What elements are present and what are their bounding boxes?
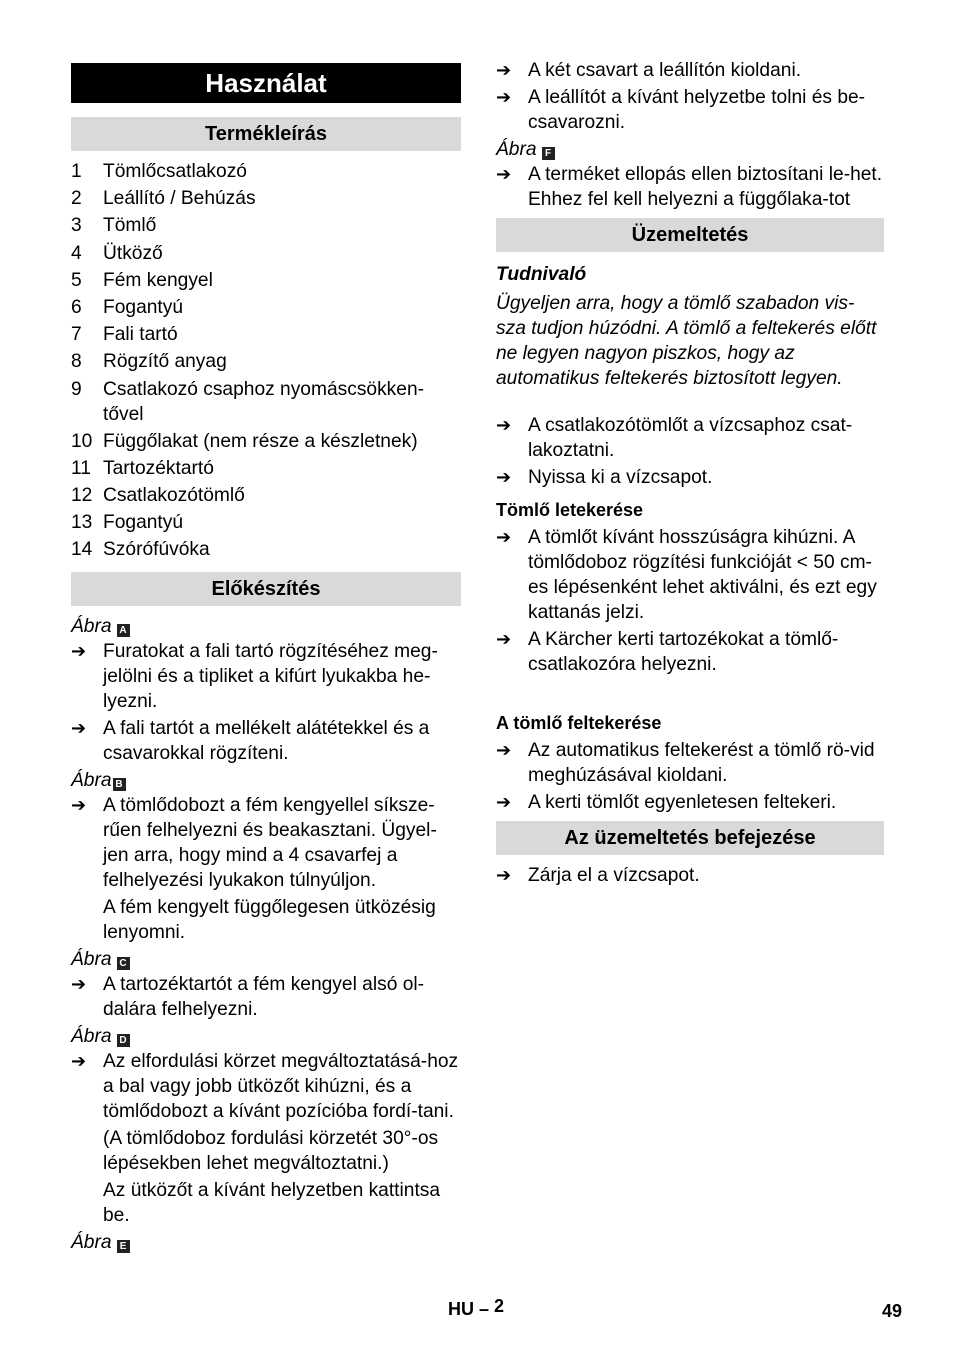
- figure-f-icon: F: [542, 147, 555, 160]
- item-number: 2: [71, 188, 82, 210]
- item-number: 3: [71, 215, 82, 237]
- arrow-right-icon: ➔: [71, 974, 87, 995]
- arrow-right-icon: ➔: [496, 60, 512, 80]
- figure-ref-f: Ábra F: [496, 137, 884, 162]
- arrow-right-icon: ➔: [71, 1051, 87, 1072]
- arrow-right-icon: ➔: [496, 865, 512, 885]
- item-text: Fém kengyel: [103, 269, 213, 291]
- list-item: [71, 241, 461, 266]
- list-item: ➔ A tartozéktartót a fém kengyel alsó ol-dalára felhelyezni.: [71, 974, 425, 1021]
- item-number: 12: [71, 485, 93, 507]
- list-item: ➔ A kerti tömlőt egyenletesen feltekeri.: [496, 792, 837, 813]
- arrow-right-icon: ➔: [496, 164, 512, 184]
- item-number: 8: [71, 351, 82, 373]
- list-item: [71, 537, 461, 562]
- list-item: ➔ A terméket ellopás ellen biztosítani le-het. Ehhez fel kell helyezni a függőlaka-tot: [496, 164, 883, 210]
- arrow-right-icon: ➔: [71, 718, 87, 739]
- note-heading: Tudnivaló: [496, 264, 587, 285]
- list-item: ➔ Nyissa ki a vízcsapot.: [496, 467, 713, 488]
- item-number: 10: [71, 430, 93, 452]
- list-item: [71, 322, 461, 347]
- arrow-right-icon: ➔: [496, 629, 512, 649]
- item-number: 7: [71, 324, 82, 346]
- figure-ref-c: Ábra C: [71, 947, 461, 972]
- item-text: Tömlő: [103, 215, 157, 237]
- arrow-right-icon: ➔: [496, 415, 512, 435]
- item-number: 6: [71, 296, 82, 318]
- arrow-right-icon: ➔: [496, 467, 512, 487]
- left-column: [71, 63, 461, 1255]
- paragraph: Az ütközőt a kívánt helyzetben kattintsa be.: [103, 1180, 441, 1227]
- list-item: [71, 295, 461, 320]
- list-item: [71, 510, 461, 535]
- arrow-right-icon: ➔: [71, 795, 87, 816]
- footer-section-label: HU – 2: [448, 1296, 505, 1319]
- item-text: Tömlőcsatlakozó: [103, 161, 247, 182]
- arrow-right-icon: ➔: [496, 792, 512, 812]
- item-number: 4: [71, 242, 82, 264]
- arrow-right-icon: ➔: [496, 527, 512, 547]
- item-number: 1: [71, 161, 82, 182]
- paragraph: (A tömlődoboz fordulási körzetét 30°-os lépésekben lehet megváltoztatni.): [103, 1128, 439, 1175]
- figure-ref-e: Ábra E: [71, 1230, 461, 1255]
- list-item: [71, 186, 461, 211]
- item-number: 13: [71, 512, 93, 534]
- figure-c-icon: C: [117, 957, 130, 970]
- figure-ref-d: Ábra D: [71, 1024, 461, 1049]
- figure-e-icon: E: [117, 1240, 130, 1253]
- list-item: [71, 429, 461, 454]
- item-number: 9: [71, 378, 82, 400]
- section-heading-end-of-operation: Az üzemeltetés befejezése: [496, 821, 884, 855]
- item-number: 5: [71, 269, 82, 291]
- list-item: [71, 377, 461, 427]
- list-item: ➔ A fali tartót a mellékelt alátétekkel és a csavarokkal rögzíteni.: [71, 718, 430, 765]
- list-item: ➔ Furatokat a fali tartó rögzítéséhez meg-jelölni és a tipliket a kifúrt lyukakba he-lyezni.: [71, 641, 438, 713]
- list-item: ➔ A csatlakozótömlőt a vízcsaphoz csat-lakoztatni.: [496, 415, 853, 461]
- item-number: 14: [71, 539, 93, 561]
- item-number: 11: [71, 457, 91, 479]
- figure-ref-a: Ábra A: [71, 614, 461, 639]
- list-item: ➔ A tömlődobozt a fém kengyellel síksze-rűen felhelyezni és beakasztani. Ügyel-jen arra, hogy mind a 4 csavarfej a felhelyezési lyukakon túlnyúljon.: [71, 795, 437, 892]
- item-text: Fogantyú: [103, 512, 184, 534]
- item-text: Függőlakat (nem része a készletnek): [103, 430, 418, 452]
- figure-a-icon: A: [117, 624, 130, 637]
- list-item: [71, 268, 461, 293]
- right-column: [496, 58, 884, 890]
- list-item: [71, 159, 461, 184]
- item-text: Rögzítő anyag: [103, 351, 227, 373]
- list-item: [71, 483, 461, 508]
- item-text: Csatlakozó csaphoz nyomáscsökken-tővel: [103, 378, 425, 425]
- list-item: [71, 213, 461, 238]
- figure-ref-b: Ábra B: [71, 768, 461, 793]
- item-text: Fali tartó: [103, 324, 178, 346]
- parts-list: [71, 159, 461, 562]
- list-item: ➔ A leállítót a kívánt helyzetbe tolni és be-csavarozni.: [496, 87, 866, 133]
- subheading-hose-unwinding: Tömlő letekerése: [496, 500, 644, 520]
- item-text: Ütköző: [103, 242, 163, 264]
- section-heading-operation: Üzemeltetés: [496, 218, 884, 252]
- list-item: [71, 456, 461, 481]
- figure-d-icon: D: [117, 1034, 130, 1047]
- page-number: 49: [882, 1301, 903, 1321]
- figure-b-icon: B: [113, 778, 126, 791]
- list-item: ➔ A két csavart a leállítón kioldani.: [496, 60, 802, 81]
- paragraph: A fém kengyelt függőlegesen ütközésig lenyomni.: [103, 897, 436, 944]
- page-title: Használat: [71, 63, 461, 103]
- arrow-right-icon: ➔: [496, 740, 512, 760]
- item-text: Szórófúvóka: [103, 539, 210, 561]
- arrow-right-icon: ➔: [71, 641, 87, 662]
- item-text: Fogantyú: [103, 296, 184, 318]
- arrow-right-icon: ➔: [496, 87, 512, 107]
- item-text: Csatlakozótömlő: [103, 485, 245, 507]
- list-item: [71, 349, 461, 374]
- list-item: ➔ Az automatikus feltekerést a tömlő rö-vid meghúzásával kioldani.: [496, 740, 875, 786]
- section-heading-preparation: Előkészítés: [71, 572, 461, 606]
- item-text: Leállító / Behúzás: [103, 188, 256, 210]
- subheading-hose-winding: A tömlő feltekerése: [496, 713, 662, 733]
- section-heading-product-description: Termékleírás: [71, 117, 461, 151]
- item-text: Tartozéktartó: [103, 457, 214, 479]
- list-item: ➔ Az elfordulási körzet megváltoztatásá-hoz a bal vagy jobb ütközőt kihúzni, és a tömlődobozt a kívánt pozícióba fordí-tani.: [71, 1051, 459, 1123]
- list-item: ➔ A tömlőt kívánt hosszúságra kihúzni. A tömlődoboz rögzítési funkcióját < 50 cm-es lépésenként lehet aktiválni, és ezt egy kattanás jelzi.: [496, 527, 877, 623]
- note-text: Ügyeljen arra, hogy a tömlő szabadon vis-sza tudjon húzódni. A tömlő a feltekerés előtt ne legyen nagyon piszkos, hogy az automatikus feltekerés biztosított legyen.: [496, 293, 877, 389]
- list-item: ➔ Zárja el a vízcsapot.: [496, 865, 700, 886]
- list-item: ➔ A Kärcher kerti tartozékokat a tömlő-csatlakozóra helyezni.: [496, 629, 839, 675]
